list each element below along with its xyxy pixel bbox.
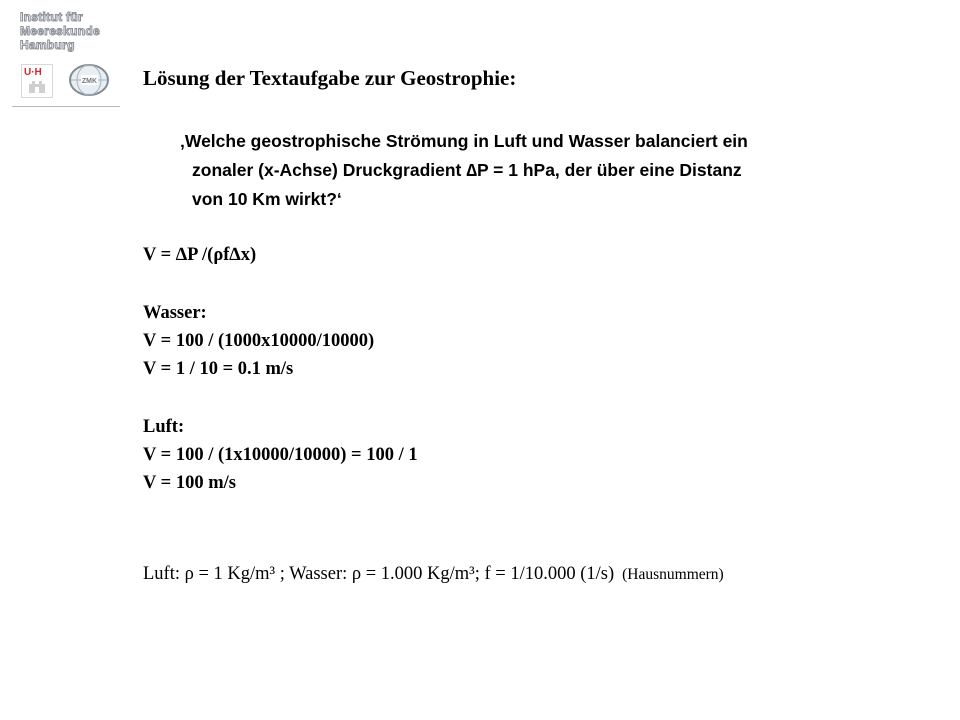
task-line: zonaler (x-Achse) Druckgradient ∆P = 1 hPa, der über eine Distanz xyxy=(192,160,742,180)
task-line: ‚Welche geostrophische Strömung in Luft und Wasser balanciert ein xyxy=(180,131,748,151)
uhh-logo xyxy=(21,64,53,98)
constants-text: Luft: ρ = 1 Kg/m³ ; Wasser: ρ = 1.000 Kg/m³; f = 1/10.000 (1/s) xyxy=(143,564,615,584)
zmk-logo-icon xyxy=(67,63,113,97)
task-quote xyxy=(180,127,748,214)
constants-note: (Hausnummern) xyxy=(622,566,724,583)
constants-line xyxy=(143,563,724,586)
uhh-logo-icon xyxy=(28,79,46,94)
wasser-heading: Wasser: xyxy=(143,303,207,323)
logo-line: Hamburg xyxy=(20,38,75,52)
luft-calc-line: V = 100 / (1x10000/10000) = 100 / 1 xyxy=(143,445,418,465)
task-line: von 10 Km wirkt?‘ xyxy=(192,189,342,209)
uhh-logo-text: U·H xyxy=(24,67,42,78)
luft-result-line: V = 100 m/s xyxy=(143,473,236,493)
logo-line: Institut für xyxy=(20,10,83,24)
luft-heading: Luft: xyxy=(143,417,185,437)
logo-line: Meereskunde xyxy=(20,24,100,38)
institute-logo-text xyxy=(20,10,100,52)
wasser-calc-line: V = 100 / (1000x10000/10000) xyxy=(143,331,375,351)
geostrophic-formula: V = ∆P /(ρf∆x) xyxy=(143,245,257,265)
zmk-logo-text: ZMK xyxy=(81,78,98,85)
header-divider xyxy=(12,106,120,107)
slide-title: Lösung der Textaufgabe zur Geostrophie: xyxy=(143,66,517,90)
wasser-result-line: V = 1 / 10 = 0.1 m/s xyxy=(143,359,294,379)
